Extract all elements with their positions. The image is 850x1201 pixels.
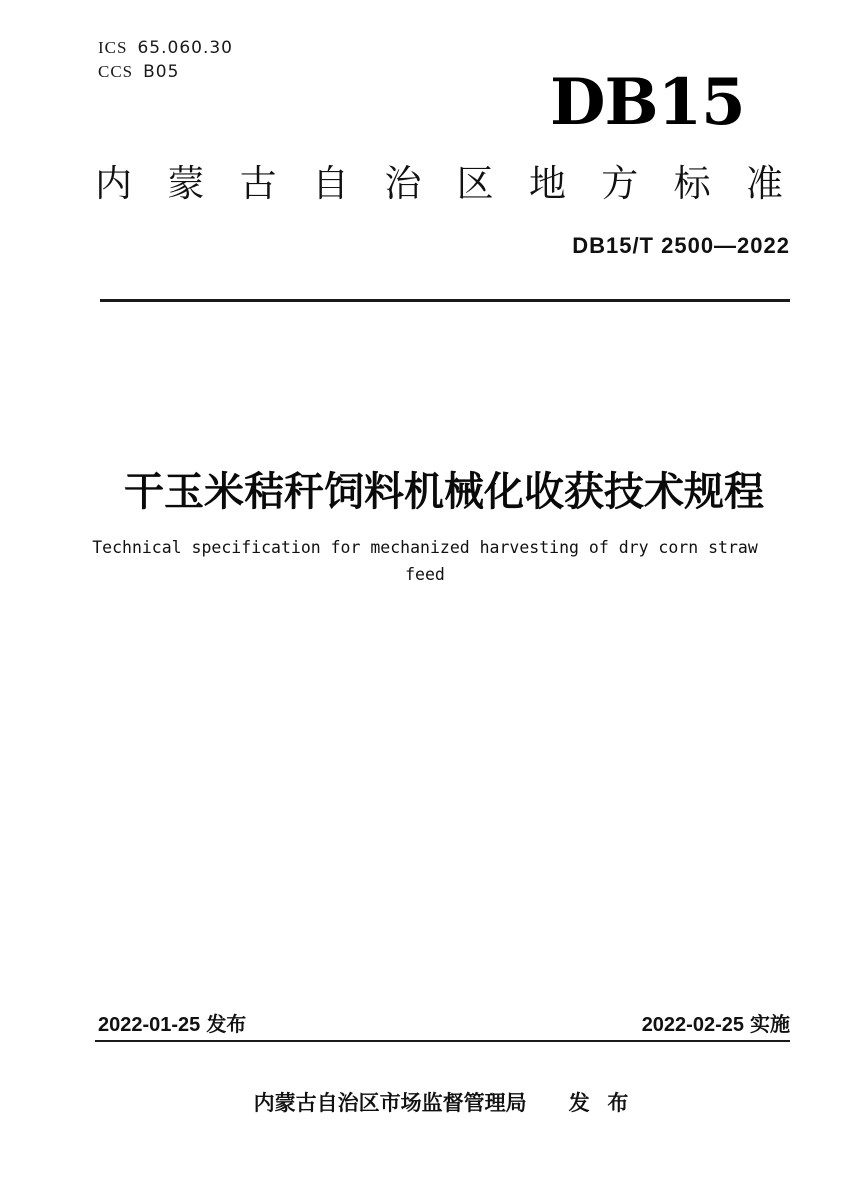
classification-codes (98, 36, 233, 84)
standard-number: DB15/T 2500—2022 (572, 233, 790, 258)
date-row (98, 1008, 790, 1037)
footer-divider-line (95, 1040, 790, 1042)
implement-date-item (642, 1008, 790, 1037)
implement-date: 2022-02-25 (641, 1014, 744, 1036)
ccs-code-row (98, 60, 233, 84)
ccs-value: B05 (143, 62, 180, 82)
ics-code-row (98, 36, 233, 60)
db15-logo: DB15 (550, 65, 745, 140)
issue-date: 2022-01-25 (98, 1014, 201, 1036)
publish-label: 发 布 (568, 1092, 635, 1115)
publisher-row (98, 1087, 790, 1117)
issue-date-item (98, 1008, 246, 1037)
header-divider-line (100, 299, 790, 302)
publisher-name: 内蒙古自治区市场监督管理局 (253, 1092, 527, 1115)
ics-label: ICS (98, 38, 128, 57)
issue-label: 发布 (206, 1014, 247, 1036)
ccs-label: CCS (98, 62, 134, 81)
standard-type-heading: 内 蒙 古 自 治 区 地 方 标 准 (95, 163, 783, 204)
ics-value: 65.060.30 (137, 38, 233, 58)
document-title-chinese: 干玉米秸秆饲料机械化收获技术规程 (124, 470, 764, 514)
implement-label: 实施 (750, 1014, 790, 1036)
document-title-english: Technical specification for mechanized harvesting of dry corn straw feed (92, 538, 758, 584)
